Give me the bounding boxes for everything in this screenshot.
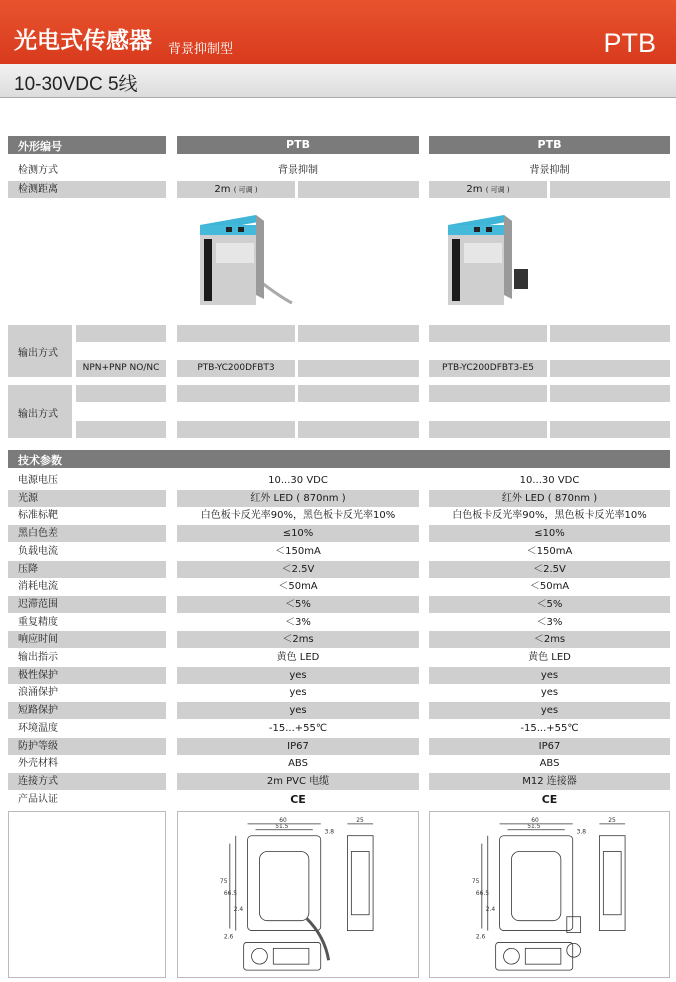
detect-dist-value-2: 2m xyxy=(466,184,483,195)
spec-value-col2: ＜2ms xyxy=(429,631,670,648)
table-head-text: 外形编号 xyxy=(18,140,62,153)
blank-cell xyxy=(76,385,166,402)
blank-cell xyxy=(550,385,670,402)
spec-label: 消耗电流 xyxy=(18,581,58,592)
product-photo-cable xyxy=(192,203,296,313)
spec-value-col2: ABS xyxy=(539,758,560,769)
blank-cell xyxy=(550,325,670,342)
spec-label: 极性保护 xyxy=(8,667,166,684)
blank-cell xyxy=(429,421,547,438)
dim-small: 2.4 xyxy=(233,906,244,913)
spec-value-col2: 10...30 VDC xyxy=(519,475,580,486)
dimension-drawing-cable xyxy=(177,811,419,978)
spec-label: 连接方式 xyxy=(8,773,166,790)
detect-dist-value: 2m xyxy=(214,184,231,195)
dim-width: 60 xyxy=(279,817,287,824)
output1-col2: PTB-YC200DFBT3-E5 xyxy=(429,360,547,377)
page-subtitle: 背景抑制型 xyxy=(168,42,234,57)
spec-value-col2: ＜2.5V xyxy=(429,561,670,578)
spec-value-col1: 红外 LED ( 870nm ) xyxy=(177,490,419,507)
blank-cell xyxy=(298,421,419,438)
blank-cell xyxy=(550,421,670,438)
detect-dist-col1 xyxy=(177,181,295,198)
blank-cell xyxy=(429,385,547,402)
dim-height-inner-2: 66.5 xyxy=(475,890,490,897)
spec-label: 响应时间 xyxy=(8,631,166,648)
spec-value-col2: M12 连接器 xyxy=(429,773,670,790)
spec-label: 外壳材料 xyxy=(18,758,58,769)
spec-value-col1: yes xyxy=(289,687,307,698)
drawing-blank-cell xyxy=(8,811,166,978)
spec-value-col2: yes xyxy=(540,687,559,698)
spec-value-col1: ≤10% xyxy=(177,525,419,542)
spec-value-col2: yes xyxy=(429,702,670,719)
spec-label: 黑白色差 xyxy=(8,525,166,542)
dim-height-inner: 66.5 xyxy=(223,890,238,897)
spec-value-col2: IP67 xyxy=(429,738,670,755)
output1-label: 输出方式 xyxy=(18,348,58,359)
blank-cell xyxy=(429,325,547,342)
blank-cell xyxy=(177,385,295,402)
output2-label: 输出方式 xyxy=(18,409,58,420)
detect-mode-label: 检测方式 xyxy=(18,165,58,176)
spec-value-col1: IP67 xyxy=(177,738,419,755)
spec-label: 压降 xyxy=(8,561,166,578)
tech-params-bar xyxy=(8,450,670,468)
detect-dist-col2 xyxy=(429,181,547,198)
blank-cell xyxy=(298,385,419,402)
output2-label-cell xyxy=(8,385,72,438)
spec-value-col1: 2m PVC 电缆 xyxy=(177,773,419,790)
dim-depth-2: 25 xyxy=(608,817,616,824)
dim-width-inner: 51.5 xyxy=(275,823,289,830)
blank-cell xyxy=(177,421,295,438)
spec-value-col2: ＜3% xyxy=(536,617,563,628)
blank-cell xyxy=(76,325,166,342)
spec-value-col1: yes xyxy=(177,702,419,719)
spec-value-col2: ＜150mA xyxy=(526,546,573,557)
spec-value-col2: ＜50mA xyxy=(529,581,570,592)
detect-dist-label: 检测距离 xyxy=(8,181,166,198)
dim-height: 75 xyxy=(219,879,228,886)
spec-value-col2: -15...+55℃ xyxy=(520,723,579,734)
spec-value-col1: ABS xyxy=(288,758,308,769)
spec-value-col1: yes xyxy=(177,667,419,684)
spec-value-col2: ≤10% xyxy=(429,525,670,542)
spec-value-col1: CE xyxy=(290,793,306,806)
spec-value-col1: ＜2ms xyxy=(177,631,419,648)
voltage-text: 10-30VDC 5线 xyxy=(14,74,138,95)
dim-width-2: 60 xyxy=(531,817,539,824)
detect-mode-col2: 背景抑制 xyxy=(529,165,570,176)
table-head-label xyxy=(8,136,166,154)
spec-value-col2: 白色板卡反光率90%，黑色板卡反光率10% xyxy=(452,510,647,521)
spec-value-col1: 10...30 VDC xyxy=(268,475,328,486)
spec-value-col1: 白色板卡反光率90%，黑色板卡反光率10% xyxy=(200,510,396,521)
spec-value-col2: CE xyxy=(541,793,558,806)
spec-value-col1: ＜50mA xyxy=(278,581,318,592)
spec-value-col2: yes xyxy=(429,667,670,684)
dim-width-inner-2: 51.5 xyxy=(527,823,541,830)
model-code: PTB xyxy=(603,28,656,58)
blank-cell xyxy=(550,181,670,198)
spec-label: 电源电压 xyxy=(18,475,58,486)
header-bar xyxy=(0,0,676,64)
col1-head: PTB xyxy=(177,136,419,154)
dim-bottom-2: 2.6 xyxy=(475,934,486,941)
output1-col1: PTB-YC200DFBT3 xyxy=(177,360,295,377)
product-photo-connector xyxy=(440,203,544,313)
spec-label: 防护等级 xyxy=(8,738,166,755)
blank-cell xyxy=(550,360,670,377)
spec-label: 重复精度 xyxy=(18,617,58,628)
output1-type: NPN+PNP NO/NC xyxy=(76,360,166,377)
spec-label: 浪涌保护 xyxy=(18,687,58,698)
dim-depth: 25 xyxy=(356,817,364,824)
dimension-drawing-connector xyxy=(429,811,670,978)
dim-small-2: 2.4 xyxy=(485,906,496,913)
spec-label: 环境温度 xyxy=(18,723,58,734)
dim-offset: 3.8 xyxy=(324,829,335,836)
spec-label: 光源 xyxy=(8,490,166,507)
detect-dist-note: ( 可调 ) xyxy=(233,186,258,194)
detect-mode-col1: 背景抑制 xyxy=(278,165,318,176)
spec-value-col2: 红外 LED ( 870nm ) xyxy=(429,490,670,507)
spec-value-col1: ＜3% xyxy=(285,617,311,628)
dim-bottom: 2.6 xyxy=(223,934,234,941)
spec-value-col1: ＜5% xyxy=(177,596,419,613)
page-title: 光电式传感器 xyxy=(14,28,152,54)
spec-label: 输出指示 xyxy=(18,652,58,663)
blank-cell xyxy=(177,325,295,342)
blank-cell xyxy=(298,360,419,377)
spec-value-col1: 黄色 LED xyxy=(276,652,320,663)
spec-value-col2: 黄色 LED xyxy=(528,652,571,663)
dim-offset-2: 3.8 xyxy=(576,829,587,836)
dim-height-2: 75 xyxy=(471,879,480,886)
spec-label: 迟滞范围 xyxy=(8,596,166,613)
col2-head: PTB xyxy=(429,136,670,154)
output1-label-cell xyxy=(8,325,72,377)
spec-value-col1: ＜150mA xyxy=(275,546,321,557)
detect-dist-note-2: ( 可调 ) xyxy=(485,186,510,194)
voltage-banner xyxy=(0,64,676,98)
spec-label: 短路保护 xyxy=(8,702,166,719)
spec-value-col2: ＜5% xyxy=(429,596,670,613)
spec-label: 标准标靶 xyxy=(18,510,58,521)
tech-params-title: 技术参数 xyxy=(18,454,62,467)
spec-label: 负载电流 xyxy=(18,546,58,557)
blank-cell xyxy=(76,421,166,438)
spec-value-col1: ＜2.5V xyxy=(177,561,419,578)
spec-value-col1: -15...+55℃ xyxy=(268,723,328,734)
spec-label: 产品认证 xyxy=(18,794,58,805)
blank-cell xyxy=(298,325,419,342)
blank-cell xyxy=(298,181,419,198)
